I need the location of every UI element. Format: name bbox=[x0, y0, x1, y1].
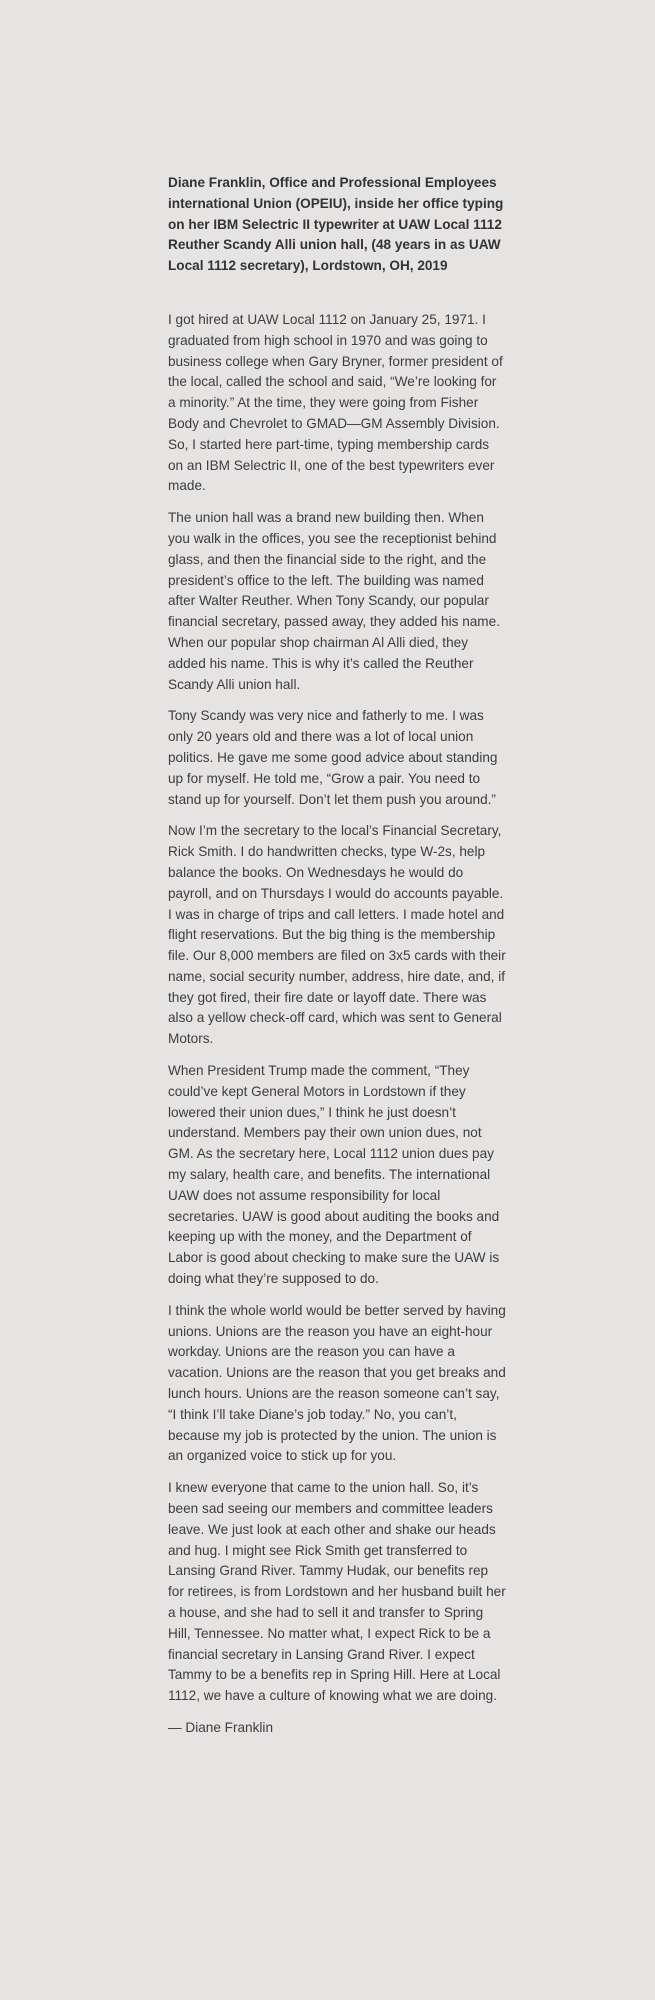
paragraph: I think the whole world would be better served by having unions. Unions are the reason you have an eight-hour workday. Unions are the reason you can have a vacation. Unions are the reason that you get breaks and lunch hours. Unions are the reason someone can’t say, “I think I’ll take Diane’s job today.” No, you can’t, because my job is protected by the union. The union is an organized voice to stick up for you. bbox=[168, 1302, 506, 1464]
signature: — Diane Franklin bbox=[168, 1719, 274, 1735]
paragraph: When President Trump made the comment, “They could’ve kept General Motors in Lordstown if they lowered their union dues,” I think he just doesn’t understand. Members pay their own union dues, not GM. As the secretary here, Local 1112 union dues pay my salary, health care, and benefits. The international UAW does not assume responsibility for local secretaries. UAW is good about auditing the books and keeping up with the money, and the Department of Labor is good about checking to make sure the UAW is doing what they’re supposed to do. bbox=[168, 1063, 500, 1287]
paragraph: Tony Scandy was very nice and fatherly to me. I was only 20 years old and there was a lot of local union politics. He gave me some good advice about standing up for myself. He told me, “Grow a pair. You need to stand up for yourself. Don’t let them push you around.” bbox=[168, 708, 498, 807]
paragraph: The union hall was a brand new building then. When you walk in the offices, you see the receptionist behind glass, and then the financial side to the right, and the president’s office to the left. The building was named after Walter Reuther. When Tony Scandy, our popular financial secretary, passed away, they added his name. When our popular shop chairman Al Alli died, they added his name. This is why it’s called the Reuther Scandy Alli union hall. bbox=[168, 510, 500, 692]
paragraph: Now I’m the secretary to the local’s Financial Secretary, Rick Smith. I do handwritten checks, type W-2s, help balance the books. On Wednesdays he would do payroll, and on Thursdays I would do accounts payable. I was in charge of trips and call letters. I made hotel and flight reservations. But the big thing is the membership file. Our 8,000 members are filed on 3x5 cards with their name, social security number, address, hire date, and, if they got fired, their fire date or layoff date. There was also a yellow check-off card, which was sent to General Motors. bbox=[168, 823, 506, 1047]
photo-caption: Diane Franklin, Office and Professional Employees international Union (OPEIU), inside her office typing on her IBM Selectric II typewriter at UAW Local 1112 Reuther Scandy Alli union hall, (48 years in as UAW Local 1112 secretary), Lordstown, OH, 2019 bbox=[168, 175, 504, 274]
paragraph: I got hired at UAW Local 1112 on January 25, 1971. I graduated from high school in 1970 and was going to business college when Gary Bryner, former president of the local, called the school and said, “We’re looking for a minority.” At the time, they were going from Fisher Body and Chevrolet to GMAD—GM Assembly Division. So, I started here part-time, typing membership cards on an IBM Selectric II, one of the best typewriters ever made. bbox=[168, 311, 503, 494]
testimony-body bbox=[168, 310, 506, 1707]
text-panel bbox=[168, 173, 506, 1739]
paragraph: I knew everyone that came to the union hall. So, it’s been sad seeing our members and committee leaders leave. We just look at each other and shake our heads and hug. I might see Rick Smith get transferred to Lansing Grand River. Tammy Hudak, our benefits rep for retirees, is from Lordstown and her husband built her a house, and she had to sell it and transfer to Spring Hill, Tennessee. No matter what, I expect Rick to be a financial secretary in Lansing Grand River. I expect Tammy to be a benefits rep in Spring Hill. Here at Local 1112, we have a culture of knowing what we are doing. bbox=[168, 1480, 506, 1704]
